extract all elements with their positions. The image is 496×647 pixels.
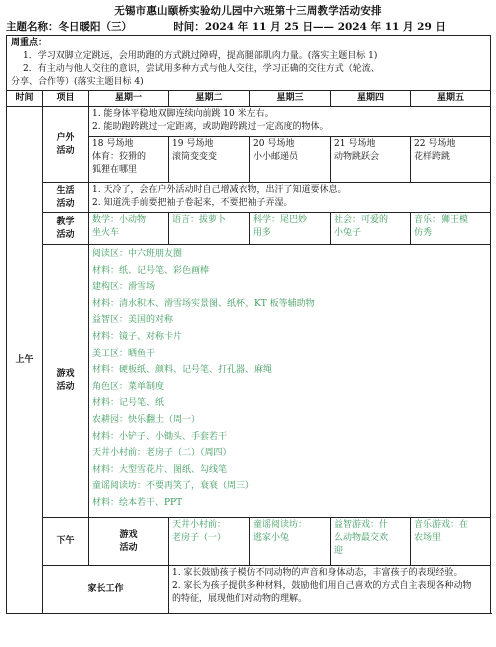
parents-line-2: 2. 家长为孩子提供多种材料，鼓励他们用自己喜欢的方式自主表现各种动物 (172, 581, 472, 591)
life-content (89, 183, 491, 213)
life-line-1: 1. 天冷了，会在户外活动时自己增减衣物，出汗了知道要休息。 (92, 185, 347, 195)
header-row (7, 91, 491, 107)
teaching-label: 教学 活动 (43, 213, 89, 245)
games-line: 益智区：美国的对称 (92, 315, 174, 326)
games-line: 天井小村前：老房子（二）（周四） (92, 448, 232, 459)
focus-heading: 周重点： (11, 38, 48, 48)
theme-name: 冬日暖阳（三） (58, 21, 132, 33)
document-title: 无锡市惠山颐桥实验幼儿园中六班第十三周教学活动安排 (114, 5, 382, 17)
date-label: 时间： (173, 21, 205, 33)
parents-row (7, 566, 491, 614)
outdoor-goal-1: 1. 能身体平稳地双脚连续向前跳 10 米左右。 (92, 109, 274, 119)
teaching-tue: 语言：拔萝卜 (169, 213, 250, 245)
games-line: 阅读区：中六班朋友圈 (92, 249, 183, 259)
outdoor-goal-2: 2. 能助跑跨跳过一定距离，或助跑跨跳过一定高度的物体。 (92, 122, 329, 132)
header-tue: 星期二 (169, 91, 250, 107)
header-time: 时间 (7, 91, 43, 107)
teaching-fri: 音乐：狮王模 仿秀 (411, 213, 491, 245)
games-line: 材料：纸、记号笔、彩色画棒 (92, 265, 210, 276)
parents-line-1: 1. 家长鼓励孩子模仿不同动物的声音和身体动态，丰富孩子的表现经验。 (172, 568, 463, 578)
afternoon-games-label: 游戏 活动 (89, 518, 169, 566)
parents-line-3: 的特征，展现他们对动物的理解。 (172, 594, 308, 604)
theme-line (6, 19, 490, 34)
games-content (89, 245, 491, 518)
focus-line-1: 1．学习双脚立定跳远，会用助跑的方式跳过障碍，提高腿部肌肉力量。(落实主题目标 1) (23, 51, 378, 61)
games-row (7, 245, 491, 518)
life-row (7, 183, 491, 213)
header-wed: 星期三 (250, 91, 331, 107)
outdoor-fri: 22 号场地 花样跨跳 (411, 137, 491, 183)
games-label: 游戏 活动 (43, 245, 89, 518)
theme-label: 主题名称： (6, 21, 59, 33)
date-range: 2024 年 11 月 25 日—— 2024 年 11 月 29 日 (204, 21, 446, 33)
games-line: 美工区：晒鱼干 (92, 348, 156, 359)
teaching-mon: 数学：小动物 坐火车 (89, 213, 169, 245)
teaching-thu: 社会：可爱的 小兔子 (331, 213, 411, 245)
outdoor-mon: 18 号场地 体育：狡猾的 狐狸在哪里 (89, 137, 169, 183)
games-line: 材料：镜子、对称卡片 (92, 331, 183, 342)
header-fri: 星期五 (411, 91, 491, 107)
outdoor-label: 户外 活动 (43, 107, 89, 183)
games-line: 角色区：菜单制度 (92, 381, 165, 392)
afternoon-mon: 天井小村前： 老房子（一） (169, 518, 250, 566)
afternoon-thu: 音乐游戏：在 农场里 (411, 518, 491, 566)
header-thu: 星期四 (331, 91, 411, 107)
teaching-row (7, 213, 491, 245)
games-line: 童谣阅读坊：不要再笑了，衰衰（周三） (92, 481, 255, 492)
life-label: 生活 活动 (43, 183, 89, 213)
games-line: 材料：硬板纸、颜料、记号笔、打孔器、麻绳 (92, 365, 273, 376)
games-line: 材料：清水积木、滑雪场实景图、纸杯、KT 板等辅助物 (92, 298, 315, 309)
outdoor-goals-row (7, 107, 491, 137)
parents-content (169, 566, 491, 614)
life-line-2: 2. 知道洗手前要把袖子卷起来，不要把袖子弄湿。 (92, 198, 293, 208)
games-line: 材料：小铲子、小锄头、手套若干 (92, 431, 228, 442)
outdoor-thu: 21 号场地 动物跳跃会 (331, 137, 411, 183)
outdoor-tue: 19 号场地 滚筒变变变 (169, 137, 250, 183)
schedule-table (6, 35, 491, 614)
games-line: 材料：绘本若干、PPT (92, 497, 183, 508)
afternoon-row (7, 518, 491, 566)
afternoon-tue: 童谣阅读坊： 逃家小兔 (250, 518, 331, 566)
outdoor-wed: 20 号场地 小小邮递员 (250, 137, 331, 183)
teaching-wed: 科学：尾巴妙 用多 (250, 213, 331, 245)
games-line: 建构区：滑雪场 (92, 282, 156, 293)
outdoor-goals (89, 107, 491, 137)
focus-row (7, 36, 491, 91)
focus-line-2: 2．有主动与他人交往的意识，尝试用多种方式与他人交往，学习正确的交往方式（轮流、 (23, 64, 380, 74)
afternoon-wed: 益智游戏：什 么动物最交欢 迎 (331, 518, 411, 566)
header-mon: 星期一 (89, 91, 169, 107)
games-line: 材料：大型雪花片、图纸、勾线笔 (92, 464, 228, 475)
afternoon-label: 下午 (43, 518, 89, 566)
parents-label: 家长工作 (43, 566, 169, 614)
games-line: 农耕园：快乐翻土（周一） (92, 414, 201, 425)
morning-label: 上午 (7, 107, 43, 614)
header-item: 项目 (43, 91, 89, 107)
focus-line-3: 分享、合作等）(落实主题目标 4) (11, 77, 144, 87)
games-line: 材料：记号笔、纸 (92, 398, 165, 409)
